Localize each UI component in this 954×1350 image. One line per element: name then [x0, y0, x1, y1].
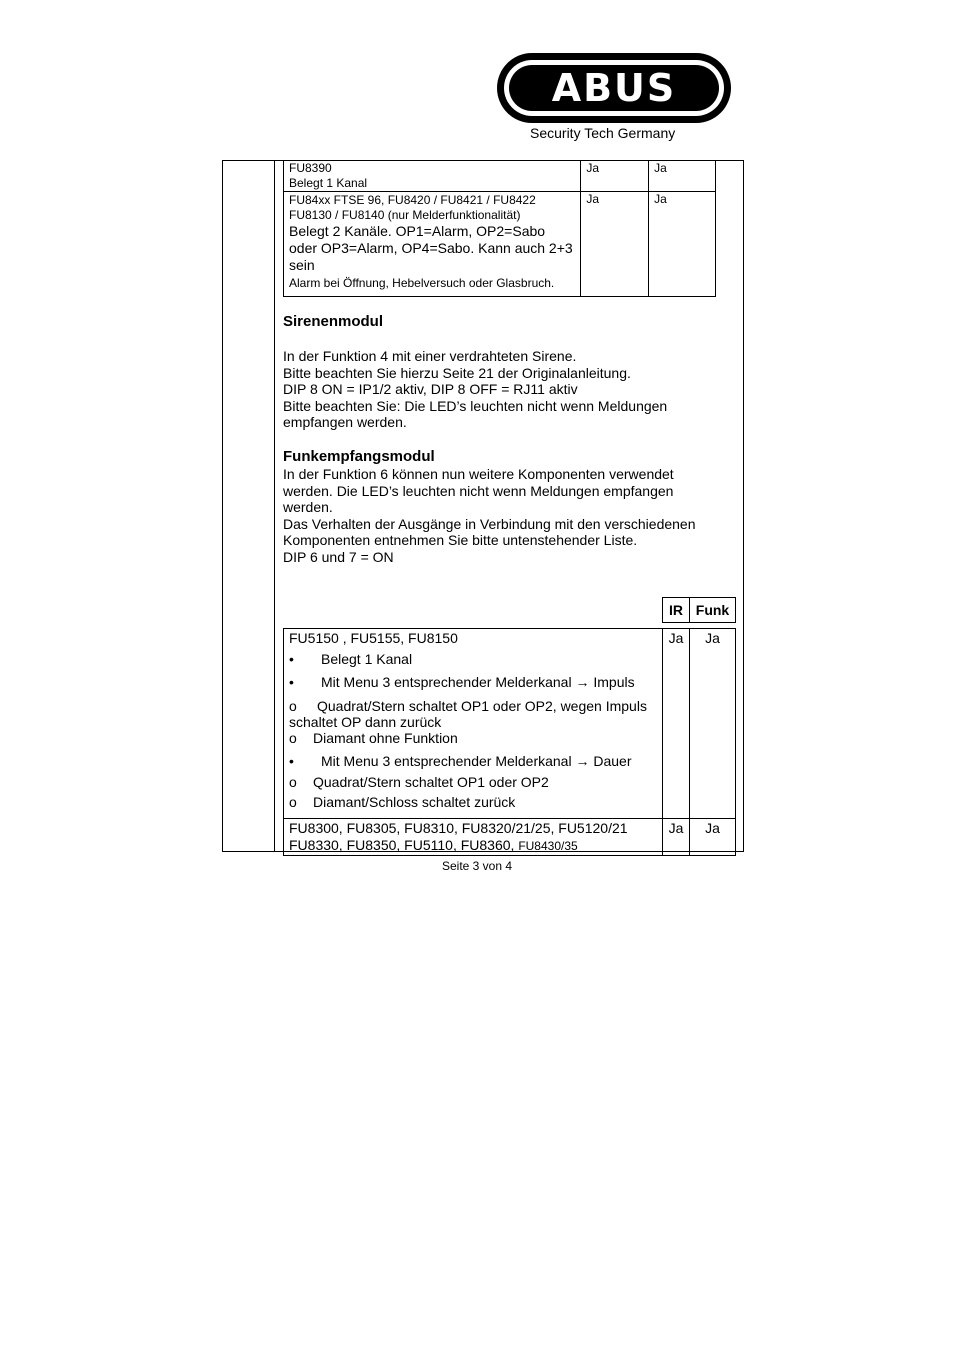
- row-line: FU8300, FU8305, FU8310, FU8320/21/25, FU5120/21: [289, 820, 628, 836]
- text-line: In der Funktion 4 mit einer verdrahteten Sirene.: [283, 348, 577, 364]
- circle-marker: o: [289, 794, 297, 810]
- paragraph: DIP 6 und 7 = ON: [283, 548, 394, 565]
- row-line: FU8390: [289, 161, 332, 175]
- abus-logo: [496, 52, 732, 124]
- table-row: [284, 629, 736, 819]
- header-funk: Funk: [690, 598, 736, 623]
- table-components: [283, 597, 736, 856]
- list-item: Quadrat/Stern schaltet OP1 oder OP2: [313, 774, 549, 790]
- circle-marker: o: [289, 730, 297, 746]
- bullet: •: [289, 674, 294, 690]
- sirenenmodul-text: [283, 348, 723, 431]
- cell-funk: Ja: [649, 161, 716, 192]
- cell-funk: Ja: [690, 819, 736, 856]
- header-ir: IR: [663, 598, 690, 623]
- row-line: FU8130 / FU8140 (nur Melderfunktionalität): [289, 208, 521, 222]
- svg-text:ABUS: ABUS: [551, 66, 677, 110]
- paragraph: Das Verhalten der Ausgänge in Verbindung mit den verschiedenen Komponenten entnehmen Sie bitte untenstehender Liste.: [283, 515, 696, 548]
- cell-funk: Ja: [649, 192, 716, 297]
- table-row: [284, 192, 716, 297]
- table-header-row: [284, 598, 736, 623]
- circle-marker: o: [289, 698, 297, 714]
- table-top: [283, 160, 716, 297]
- list-item: Diamant/Schloss schaltet zurück: [313, 794, 516, 810]
- cell-ir: Ja: [663, 629, 690, 819]
- cell-funk: Ja: [690, 629, 736, 819]
- bullet: •: [289, 753, 294, 769]
- list-item: Mit Menu 3 entsprechender Melderkanal → Dauer: [321, 753, 632, 769]
- text-line: DIP 8 ON = IP1/2 aktiv, DIP 8 OFF = RJ11 aktiv: [283, 381, 578, 397]
- row-description: Belegt 2 Kanäle. OP1=Alarm, OP2=Sabo oder OP3=Alarm, OP4=Sabo. Kann auch 2+3 sein: [289, 223, 573, 273]
- cell-ir: Ja: [581, 161, 649, 192]
- heading-sirenenmodul: Sirenenmodul: [283, 313, 384, 330]
- bullet: •: [289, 651, 294, 667]
- text-line: Bitte beachten Sie: Die LED’s leuchten nicht wenn Meldungen empfangen werden.: [283, 397, 668, 430]
- row-note: Alarm bei Öffnung, Hebelversuch oder Glasbruch.: [289, 276, 555, 290]
- paragraph: In der Funktion 6 können nun weitere Komponenten verwendet werden. Die LED’s leuchten nicht wenn Meldungen empfangen werden.: [283, 466, 674, 515]
- tagline: Security Tech Germany: [530, 125, 676, 141]
- row-title: FU5150 , FU5155, FU8150: [289, 630, 458, 646]
- funkempfang-text: [283, 466, 715, 565]
- list-item: Belegt 1 Kanal: [321, 651, 413, 667]
- table-row: [284, 819, 736, 856]
- list-item: Quadrat/Stern schaltet OP1 oder OP2, wegen Impuls schaltet OP dann zurück: [289, 698, 647, 730]
- margin-divider: [274, 160, 275, 852]
- row-line: Belegt 1 Kanal: [289, 176, 368, 190]
- row-line-small: FU8430/35: [518, 839, 578, 853]
- row-line: FU8330, FU8350, FU5110, FU8360,: [289, 837, 519, 853]
- page-number: Seite 3 von 4: [441, 859, 513, 873]
- circle-marker: o: [289, 774, 297, 790]
- list-item: Mit Menu 3 entsprechender Melderkanal → Impuls: [321, 674, 635, 690]
- cell-ir: Ja: [581, 192, 649, 297]
- list-item: Diamant ohne Funktion: [313, 730, 458, 746]
- table-row: [284, 161, 716, 192]
- cell-ir: Ja: [663, 819, 690, 856]
- row-line: FU84xx FTSE 96, FU8420 / FU8421 / FU8422: [289, 193, 536, 207]
- heading-funkempfangsmodul: Funkempfangsmodul: [283, 448, 435, 465]
- text-line: Bitte beachten Sie hierzu Seite 21 der Originalanleitung.: [283, 364, 631, 381]
